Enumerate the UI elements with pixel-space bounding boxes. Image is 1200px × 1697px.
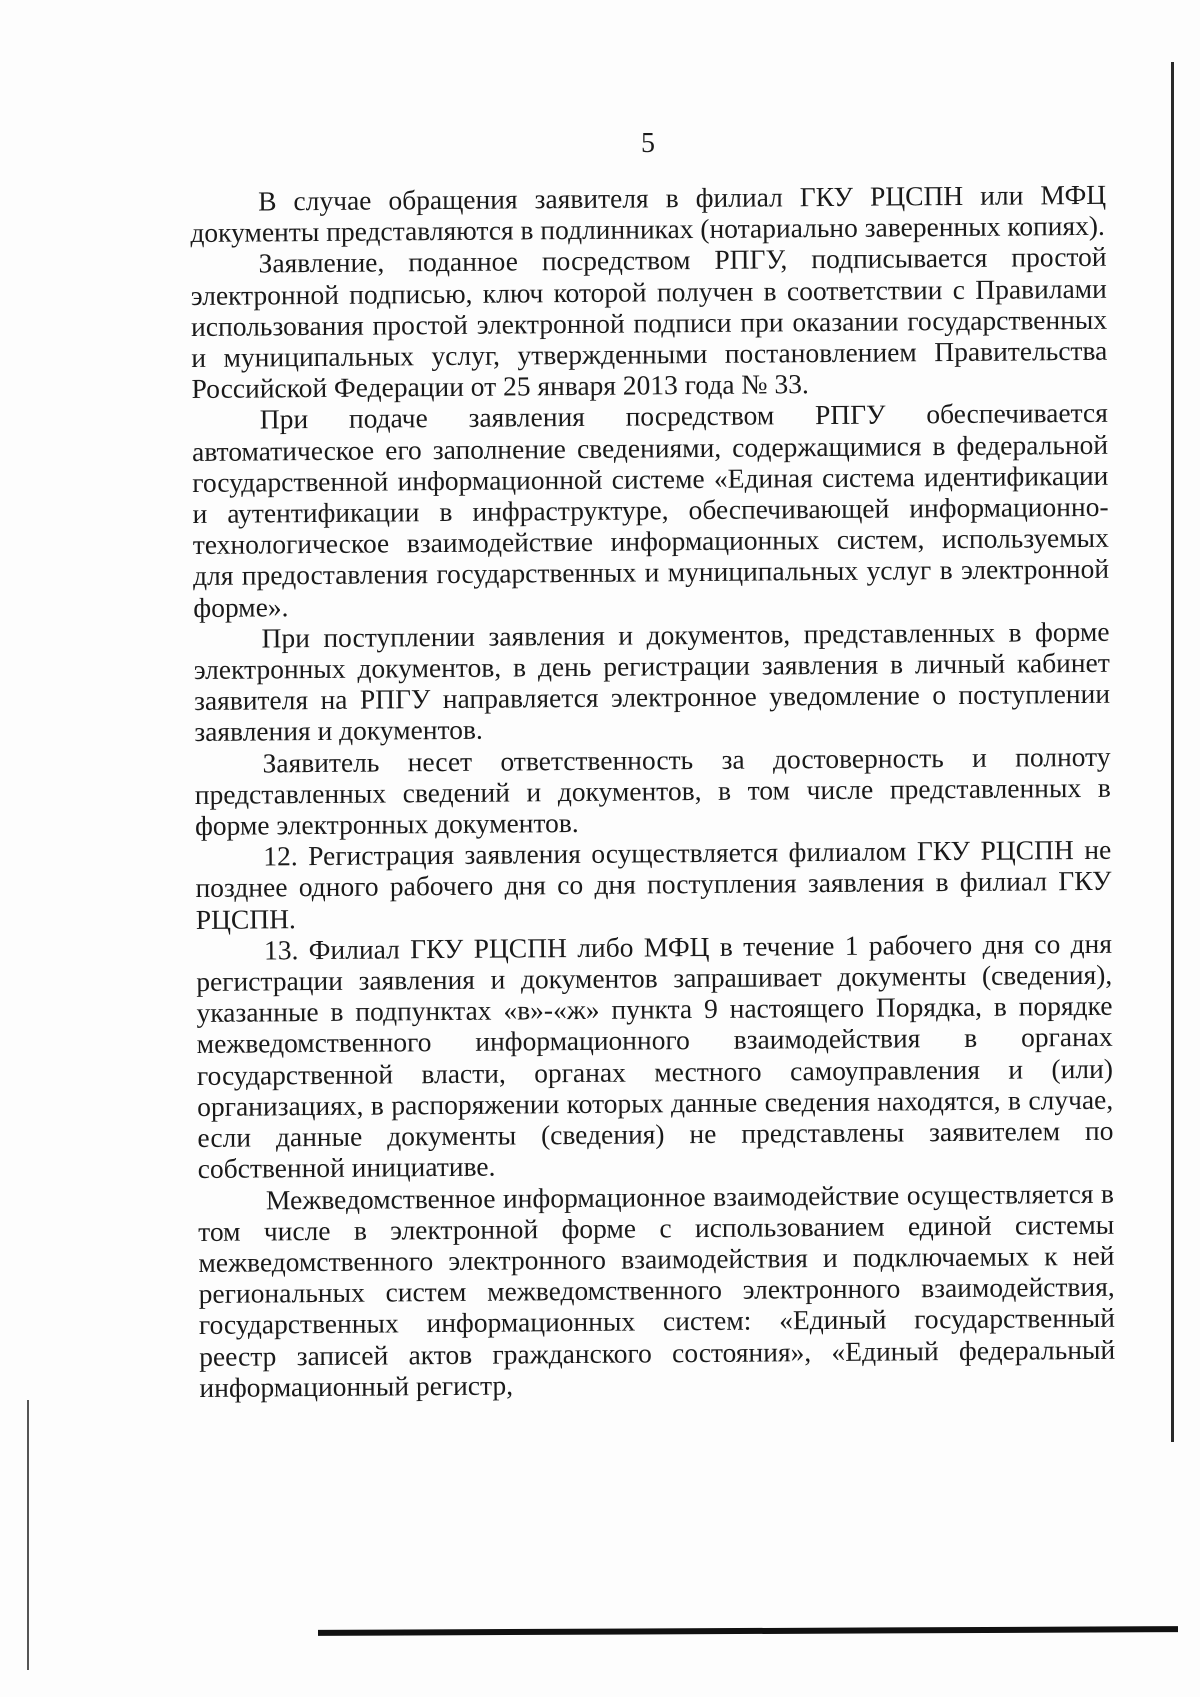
paragraph: При подаче заявления посредством РПГУ обеспечивается автоматическое его заполнение сведениями, содержащимися в федеральной государственной информационной системе «Единая система идентификации и аутентификации в инфраструктуре, обеспечивающей информационно-технологическое взаимодействие информационных систем, используемых для предоставления государственных и муниципальных услуг в электронной форме». [191, 397, 1110, 623]
paragraph: Межведомственное информационное взаимодействие осуществляется в том числе в электронной форме с использованием единой системы межведомственного электронного взаимодействия и подключаемых к ней региональных систем межведомственного электронного взаимодействия, государственных информационных систем: «Единый государственный реестр записей актов гражданского состояния», «Единый федеральный информационный регистр, [198, 1177, 1116, 1403]
paragraph-item-12: 12. Регистрация заявления осуществляется филиалом ГКУ РЦСПН не позднее одного рабочего дня со дня поступления заявления в филиал ГКУ РЦСПН. [195, 834, 1112, 935]
page-number: 5 [641, 128, 655, 159]
scan-edge-right [1171, 62, 1174, 1442]
scan-edge-left [27, 1400, 29, 1670]
document-body [190, 179, 1116, 1403]
paragraph: Заявление, поданное посредством РПГУ, подписывается простой электронной подписью, ключ которой получен в соответствии с Правилами использования простой электронной подписи при оказании государственных и муниципальных услуг, утвержденными постановлением Правительства Российской Федерации от 25 января 2013 года № 33. [190, 241, 1108, 405]
paragraph: Заявитель несет ответственность за достоверность и полноту представленных сведений и документов, в том числе представленных в форме электронных документов. [194, 740, 1111, 842]
scan-edge-bottom [318, 1626, 1178, 1636]
paragraph-item-13: 13. Филиал ГКУ РЦСПН либо МФЦ в течение 1 рабочего дня со дня регистрации заявления и документов запрашивает документы (сведения), указанные в подпунктах «в»-«ж» пункта 9 настоящего Порядка, в порядке межведомственного информационного взаимодействия в органах государственной власти, органах местного самоуправления и (или) организациях, в распоряжении которых данные сведения находятся, в случае, если данные документы (сведения) не представлены заявителем по собственной инициативе. [196, 927, 1114, 1185]
paragraph: В случае обращения заявителя в филиал ГКУ РЦСПН или МФЦ документы представляются в подлинниках (нотариально заверенных копиях). [190, 178, 1107, 249]
paragraph: При поступлении заявления и документов, представленных в форме электронных документов, в день регистрации заявления в личный кабинет заявителя на РПГУ направляется электронное уведомление о поступлении заявления и документов. [193, 615, 1111, 748]
